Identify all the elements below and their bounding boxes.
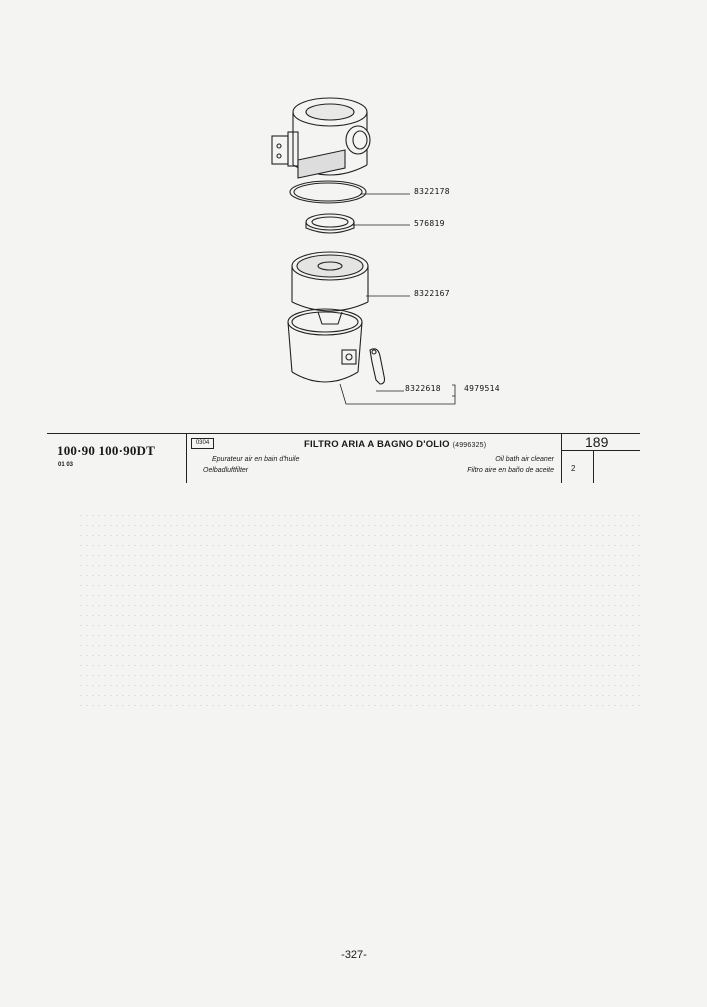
clip: [370, 349, 385, 384]
title-spanish: Filtro aire en baño de aceite: [467, 467, 554, 474]
oil-bowl: [288, 309, 362, 382]
sheet-number: 2: [571, 464, 576, 473]
title-part-code: (4996325): [452, 442, 487, 449]
serial-range: 01 03: [58, 462, 74, 468]
model-name: 100·90 100·90DT: [57, 443, 155, 458]
callout-part-1: 8322178: [414, 187, 450, 196]
divider: [561, 450, 640, 451]
title-italian: [304, 439, 486, 450]
callout-part-5: 4979514: [464, 384, 500, 393]
exploded-diagram: [0, 0, 707, 430]
callout-part-2: 576819: [414, 219, 445, 228]
group-code-box: 0304: [191, 438, 214, 449]
bleed-through-texture: [80, 515, 640, 725]
table-number: 189: [585, 434, 609, 450]
title-english: Oil bath air cleaner: [495, 456, 554, 463]
divider: [561, 433, 562, 483]
callout-part-3: 8322167: [414, 289, 450, 298]
filter-element: [306, 214, 354, 233]
title-italian-text: FILTRO ARIA A BAGNO D'OLIO: [304, 439, 450, 450]
divider: [186, 433, 187, 483]
title-german: Oelbadluftfilter: [203, 467, 249, 474]
gasket-ring: [290, 181, 366, 203]
inner-tray: [292, 252, 368, 324]
air-cleaner-housing: [272, 98, 370, 178]
divider: [593, 451, 594, 483]
callout-part-4: 8322618: [405, 384, 441, 393]
title-french: Epurateur air en bain d'huile: [212, 456, 300, 463]
page-number: -327-: [341, 949, 367, 961]
